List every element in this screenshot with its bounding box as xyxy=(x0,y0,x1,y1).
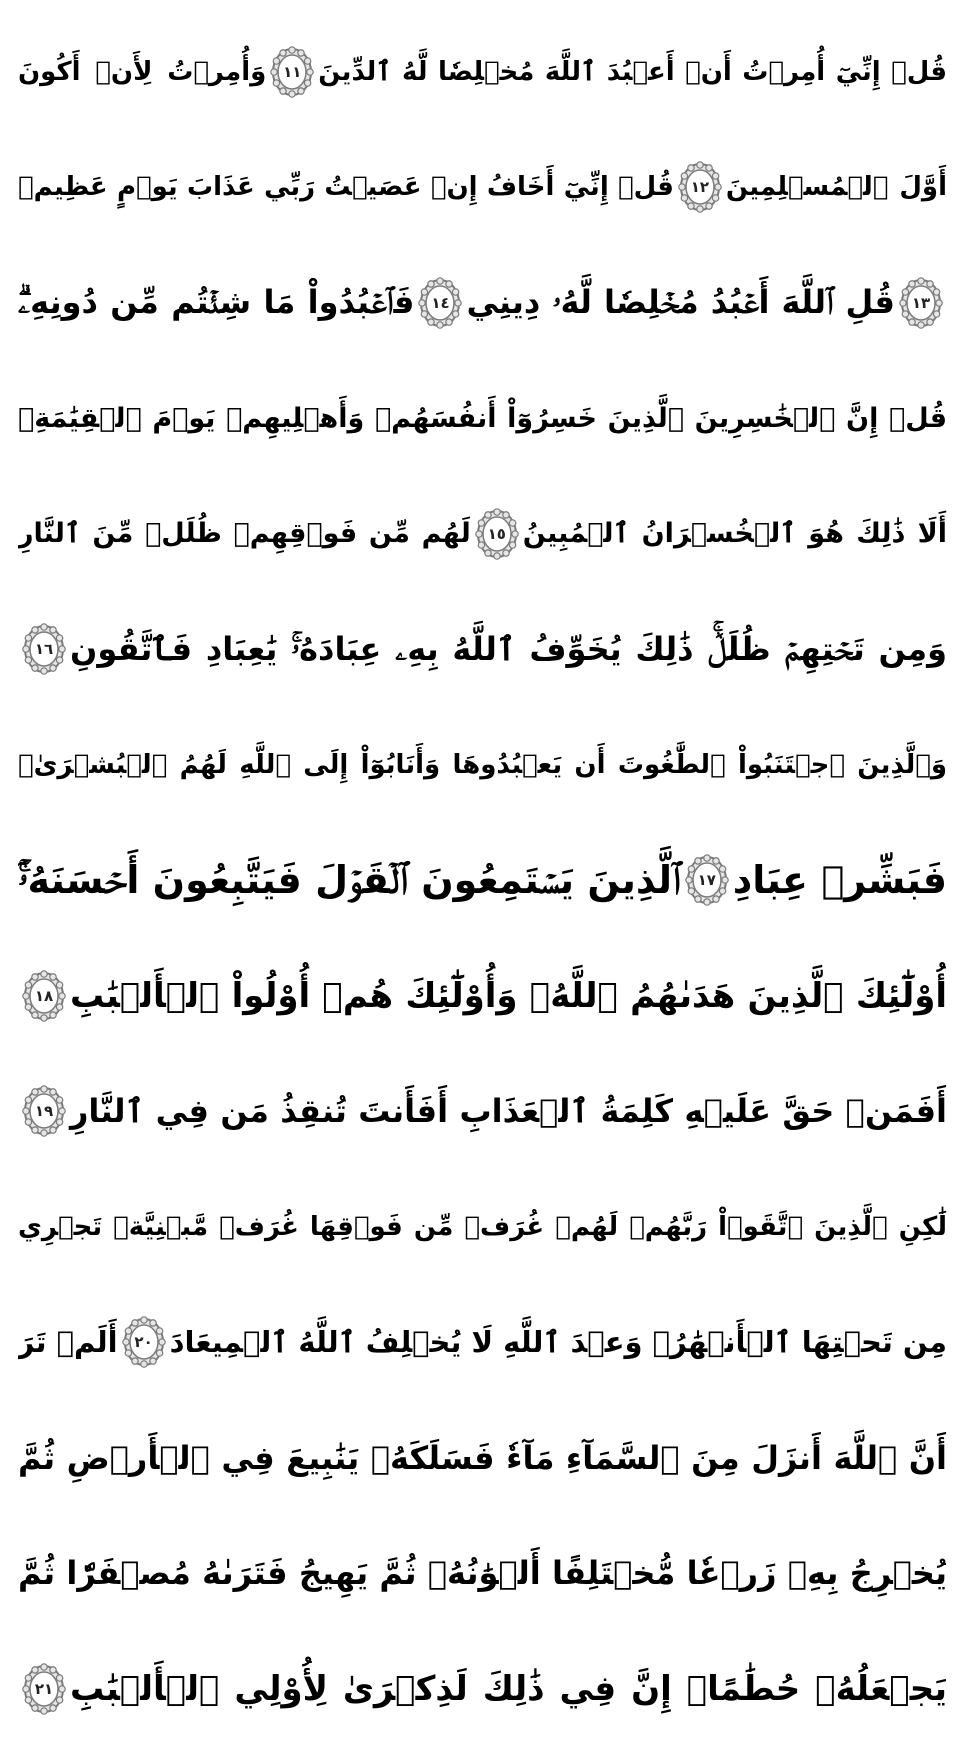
verse-line xyxy=(18,245,947,361)
ayah-number-marker xyxy=(22,970,66,1022)
verse-line xyxy=(18,14,947,130)
verse-line xyxy=(18,361,947,477)
verse-text: قُلِ ٱللَّهَ أَعۡبُدُ مُخۡلِصٗا لَّهُۥ دِينِي xyxy=(466,283,895,322)
ayah-number: ١٤ xyxy=(431,293,450,312)
verse-text: أَفَمَنۡ حَقَّ عَلَيۡهِ كَلِمَةُ ٱلۡعَذَابِ أَفَأَنتَ تُنقِذُ مَن فِي ٱلنَّارِ xyxy=(70,1092,947,1131)
verse-text: وَٱلَّذِينَ ٱجۡتَنَبُواْ ٱلطَّٰغُوتَ أَن يَعۡبُدُوهَا وَأَنَابُوٓاْ إِلَى ٱللَّهِ لَهُمُ ٱلۡبُشۡرَىٰۚ xyxy=(18,749,947,780)
verse-line xyxy=(18,1285,947,1401)
verse-line xyxy=(18,938,947,1054)
verse-text: مِن تَحۡتِهَا ٱلۡأَنۡهَٰرُۖ وَعۡدَ ٱللَّهِ لَا يُخۡلِفُ ٱللَّهُ ٱلۡمِيعَادَ xyxy=(169,1325,947,1360)
ayah-number: ١٧ xyxy=(697,871,716,890)
verse-text: لَهُم مِّن فَوۡقِهِمۡ ظُلَلٞ مِّنَ ٱلنَّارِ xyxy=(18,518,471,550)
ayah-number: ١١ xyxy=(283,62,302,81)
verse-text: يَجۡعَلُهُۥ حُطَٰمًاۚ إِنَّ فِي ذَٰلِكَ لَذِكۡرَىٰ لِأُوْلِي ٱلۡأَلۡبَٰبِ xyxy=(70,1668,947,1709)
verse-text: ٱلَّذِينَ يَسۡتَمِعُونَ ٱلۡقَوۡلَ فَيَتَّبِعُونَ أَحۡسَنَهُۥٓۚ xyxy=(18,857,681,902)
ayah-number-marker xyxy=(685,854,729,906)
verse-text: فَبَشِّرۡ عِبَادِ xyxy=(732,858,947,903)
verse-text: قُلۡ إِنِّيٓ أُمِرۡتُ أَنۡ أَعۡبُدَ ٱللَّهَ مُخۡلِصٗا لَّهُ ٱلدِّينَ xyxy=(318,56,947,87)
ayah-number: ١٢ xyxy=(690,178,710,197)
verse-line xyxy=(18,1631,947,1747)
ayah-number-marker xyxy=(22,1663,66,1715)
ayah-number-marker xyxy=(22,1085,66,1137)
verse-line xyxy=(18,823,947,939)
ayah-number: ١٦ xyxy=(34,640,54,659)
verse-text: قُلۡ إِنَّ ٱلۡخَٰسِرِينَ ٱلَّذِينَ خَسِرُوٓاْ أَنفُسَهُمۡ وَأَهۡلِيهِمۡ يَوۡمَ ٱلۡقِيَٰمَةِۗ xyxy=(18,402,947,434)
verse-line xyxy=(18,130,947,246)
verse-text: يُخۡرِجُ بِهِۦ زَرۡعٗا مُّخۡتَلِفًا أَلۡوَٰنُهُۥ ثُمَّ يَهِيجُ فَتَرَىٰهُ مُصۡفَرّٗا ثُمَّ xyxy=(18,1554,947,1593)
ayah-number: ١٣ xyxy=(911,293,931,312)
verse-text: أَلَمۡ تَرَ xyxy=(18,1325,118,1360)
verse-text: أَنَّ ٱللَّهَ أَنزَلَ مِنَ ٱلسَّمَآءِ مَآءٗ فَسَلَكَهُۥ يَنَٰبِيعَ فِي ٱلۡأَرۡضِ ثُمَّ xyxy=(18,1438,947,1477)
verse-line xyxy=(18,1169,947,1285)
verse-text: أَوَّلَ ٱلۡمُسۡلِمِينَ xyxy=(725,172,947,203)
ayah-number-marker xyxy=(418,277,462,329)
ayah-number: ١٥ xyxy=(487,524,506,543)
verse-text: لَٰكِنِ ٱلَّذِينَ ٱتَّقَوۡاْ رَبَّهُمۡ لَهُمۡ غُرَفٞ مِّن فَوۡقِهَا غُرَفٞ مَّبۡنِيَّةٞ تَجۡرِي xyxy=(18,1211,947,1242)
ayah-number-marker xyxy=(678,161,722,213)
ayah-number-marker xyxy=(475,508,519,560)
verse-text: وَأُمِرۡتُ لِأَنۡ أَكُونَ xyxy=(18,56,267,87)
ayah-number: ٢١ xyxy=(34,1679,54,1698)
verse-line xyxy=(18,476,947,592)
verse-line xyxy=(18,707,947,823)
verse-text: أُوْلَٰٓئِكَ ٱلَّذِينَ هَدَىٰهُمُ ٱللَّهُۖ وَأُوْلَٰٓئِكَ هُمۡ أُوْلُواْ ٱلۡأَلۡبَٰبِ xyxy=(70,975,947,1016)
verse-text: فَٱعۡبُدُواْ مَا شِئۡتُم مِّن دُونِهِۦۗ xyxy=(18,283,415,322)
verse-line xyxy=(18,592,947,708)
verse-text: أَلَا ذَٰلِكَ هُوَ ٱلۡخُسۡرَانُ ٱلۡمُبِينُ xyxy=(522,518,947,550)
verse-text: قُلۡ إِنِّيٓ أَخَافُ إِنۡ عَصَيۡتُ رَبِّي عَذَابَ يَوۡمٍ عَظِيمٖ xyxy=(18,172,674,203)
verse-line xyxy=(18,1054,947,1170)
ayah-number-marker xyxy=(899,277,943,329)
verse-line xyxy=(18,1400,947,1516)
ayah-number: ١٩ xyxy=(34,1102,54,1121)
verse-line xyxy=(18,1516,947,1632)
verse-text: وَمِن تَحۡتِهِمۡ ظُلَلٞۚ ذَٰلِكَ يُخَوِّفُ ٱللَّهُ بِهِۦ عِبَادَهُۥۚ يَٰعِبَادِ فَٱتَّقُونِ xyxy=(70,629,947,668)
ayah-number-marker xyxy=(22,623,66,675)
ayah-number: ١٨ xyxy=(34,986,54,1005)
ayah-number-marker xyxy=(270,46,314,98)
ayah-number: ٢٠ xyxy=(134,1333,153,1352)
ayah-number-marker xyxy=(122,1316,166,1368)
